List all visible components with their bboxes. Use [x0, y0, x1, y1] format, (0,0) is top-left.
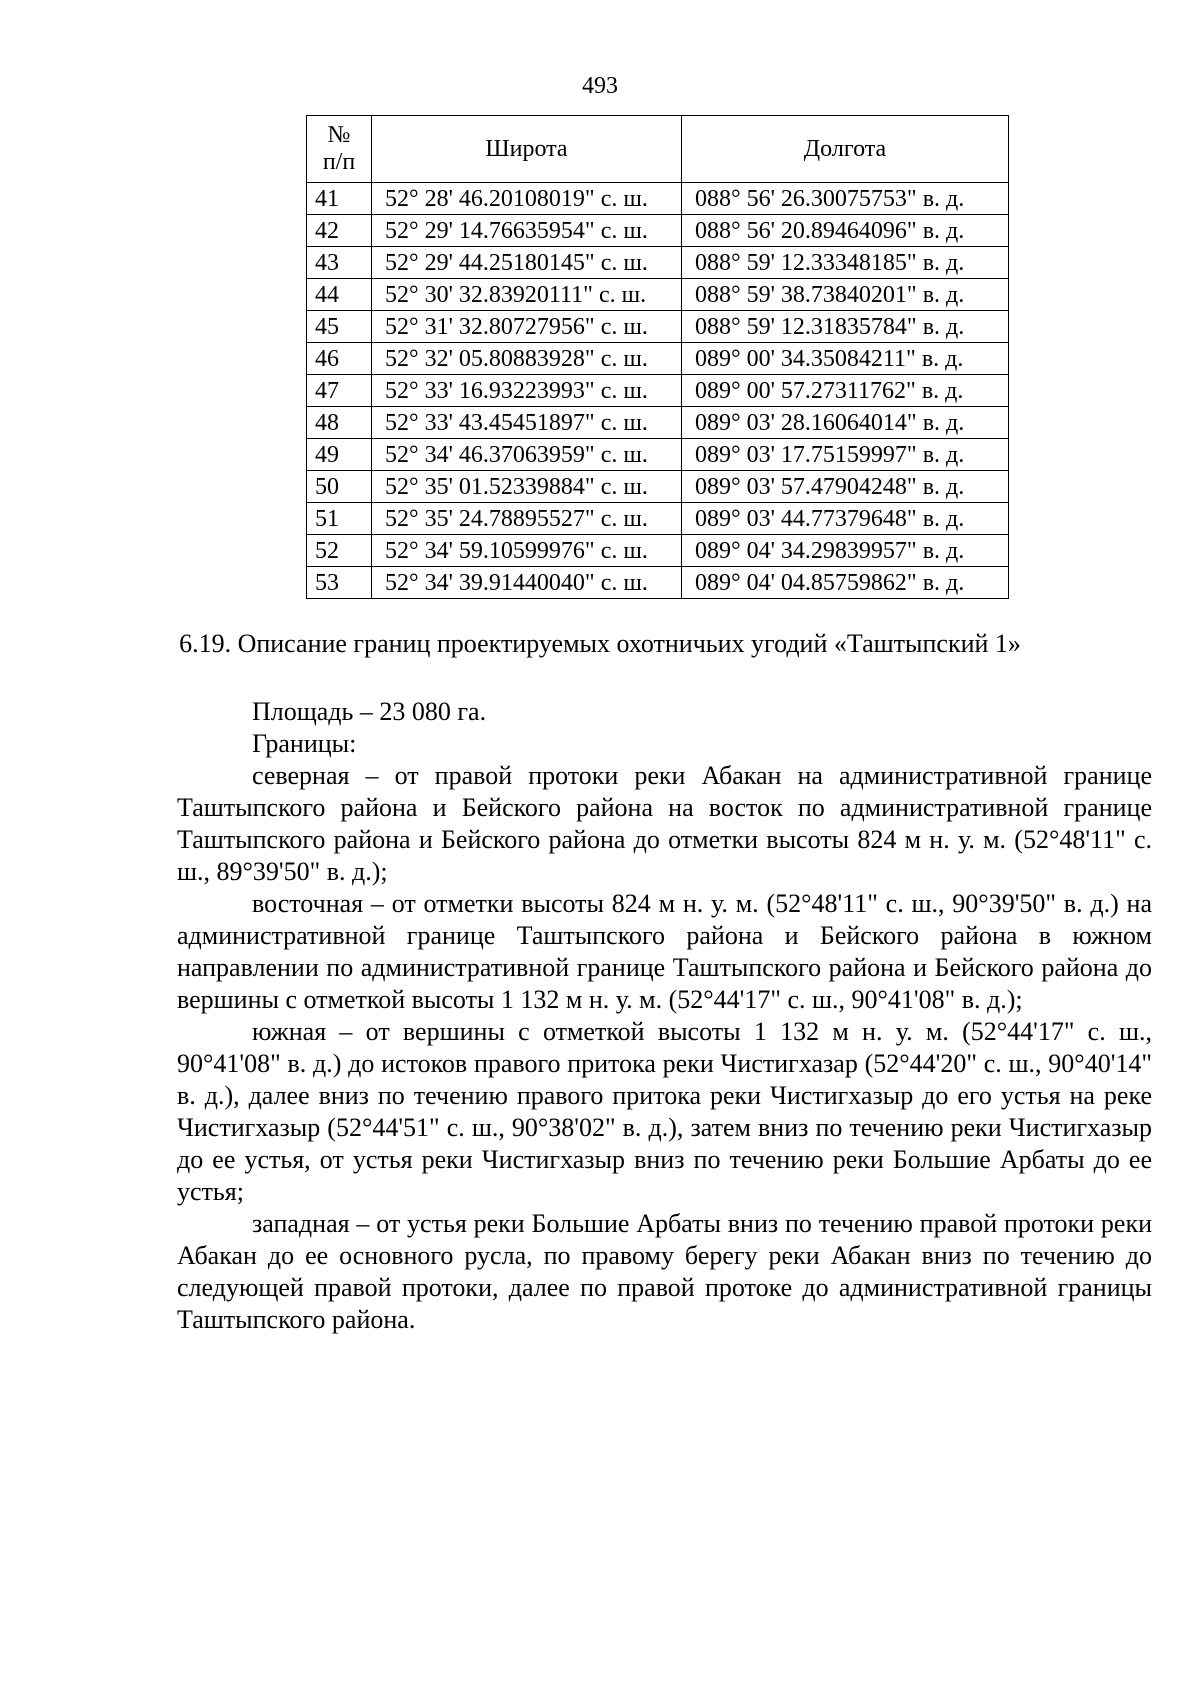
row-number: 52	[307, 535, 372, 567]
boundary-description	[177, 696, 1152, 1336]
header-longitude: Долгота	[682, 116, 1009, 183]
row-longitude: 089° 03' 28.16064014" в. д.	[682, 407, 1009, 439]
row-longitude: 089° 03' 44.77379648" в. д.	[682, 503, 1009, 535]
row-longitude: 089° 04' 34.29839957" в. д.	[682, 535, 1009, 567]
row-longitude: 088° 56' 20.89464096" в. д.	[682, 215, 1009, 247]
row-longitude: 088° 56' 26.30075753" в. д.	[682, 183, 1009, 215]
table-row	[307, 311, 1009, 343]
row-latitude: 52° 35' 24.78895527" с. ш.	[372, 503, 682, 535]
table-row	[307, 503, 1009, 535]
table-row	[307, 343, 1009, 375]
row-number: 41	[307, 183, 372, 215]
header-number-symbol: №	[327, 122, 351, 148]
header-number	[307, 116, 372, 183]
header-latitude: Широта	[372, 116, 682, 183]
row-latitude: 52° 29' 44.25180145" с. ш.	[372, 247, 682, 279]
row-number: 42	[307, 215, 372, 247]
row-longitude: 088° 59' 12.31835784" в. д.	[682, 311, 1009, 343]
row-number: 53	[307, 567, 372, 599]
row-number: 51	[307, 503, 372, 535]
western-border-paragraph: западная – от устья реки Большие Арбаты вниз по течению правой протоки реки Абакан до ее основного русла, по правому берегу реки Абакан вниз по течению до следующей правой протоки, далее по правой протоке до административной границы Таштыпского района.	[177, 1209, 1152, 1334]
borders-label: Границы:	[252, 729, 357, 758]
table-header-row	[307, 116, 1009, 183]
table-row	[307, 215, 1009, 247]
table-row	[307, 439, 1009, 471]
row-latitude: 52° 31' 32.80727956" с. ш.	[372, 311, 682, 343]
coordinates-table	[306, 115, 1009, 599]
table-row	[307, 279, 1009, 311]
row-latitude: 52° 29' 14.76635954" с. ш.	[372, 215, 682, 247]
table-row	[307, 471, 1009, 503]
header-number-abbr: п/п	[322, 149, 356, 175]
row-latitude: 52° 35' 01.52339884" с. ш.	[372, 471, 682, 503]
row-latitude: 52° 28' 46.20108019" с. ш.	[372, 183, 682, 215]
coordinates-table-body	[307, 183, 1009, 599]
row-latitude: 52° 34' 59.10599976" с. ш.	[372, 535, 682, 567]
row-number: 44	[307, 279, 372, 311]
row-latitude: 52° 33' 43.45451897" с. ш.	[372, 407, 682, 439]
area-paragraph: Площадь – 23 080 га.	[252, 697, 487, 726]
eastern-border-paragraph: восточная – от отметки высоты 824 м н. у. м. (52°48'11" с. ш., 90°39'50" в. д.) на административной границе Таштыпского района и Бейского района в южном направлении по административной границе Таштыпского района и Бейского района до вершины с отметкой высоты 1 132 м н. у. м. (52°44'17" с. ш., 90°41'08" в. д.);	[177, 889, 1152, 1014]
northern-border-paragraph: северная – от правой протоки реки Абакан на административной границе Таштыпского района и Бейского района на восток по административной границе Таштыпского района и Бейского района до отметки высоты 824 м н. у. м. (52°48'11" с. ш., 89°39'50" в. д.);	[177, 761, 1152, 886]
row-latitude: 52° 33' 16.93223993" с. ш.	[372, 375, 682, 407]
southern-border-paragraph: южная – от вершины с отметкой высоты 1 132 м н. у. м. (52°44'17" с. ш., 90°41'08" в. д.) до истоков правого притока реки Чистигхазар (52°44'20" с. ш., 90°40'14" в. д.), далее вниз по течению правого притока реки Чистигхазыр до его устья на реке Чистигхазыр (52°44'51" с. ш., 90°38'02" в. д.), затем вниз по течению реки Чистигхазыр до ее устья, от устья реки Чистигхазыр вниз по течению реки Большие Арбаты до ее устья;	[177, 1017, 1152, 1206]
row-number: 46	[307, 343, 372, 375]
table-row	[307, 567, 1009, 599]
row-number: 48	[307, 407, 372, 439]
table-row	[307, 375, 1009, 407]
row-longitude: 089° 00' 57.27311762" в. д.	[682, 375, 1009, 407]
row-longitude: 088° 59' 12.33348185" в. д.	[682, 247, 1009, 279]
table-row	[307, 183, 1009, 215]
row-number: 50	[307, 471, 372, 503]
row-longitude: 089° 03' 17.75159997" в. д.	[682, 439, 1009, 471]
row-longitude: 089° 00' 34.35084211" в. д.	[682, 343, 1009, 375]
row-number: 43	[307, 247, 372, 279]
row-longitude: 089° 03' 57.47904248" в. д.	[682, 471, 1009, 503]
row-longitude: 088° 59' 38.73840201" в. д.	[682, 279, 1009, 311]
row-longitude: 089° 04' 04.85759862" в. д.	[682, 567, 1009, 599]
row-number: 47	[307, 375, 372, 407]
page-number: 493	[582, 73, 618, 99]
row-latitude: 52° 34' 46.37063959" с. ш.	[372, 439, 682, 471]
table-row	[307, 247, 1009, 279]
row-latitude: 52° 34' 39.91440040" с. ш.	[372, 567, 682, 599]
table-row	[307, 407, 1009, 439]
row-latitude: 52° 32' 05.80883928" с. ш.	[372, 343, 682, 375]
section-title: 6.19. Описание границ проектируемых охотничьих угодий «Таштыпский 1»	[179, 629, 1021, 658]
table-row	[307, 535, 1009, 567]
row-latitude: 52° 30' 32.83920111" с. ш.	[372, 279, 682, 311]
row-number: 45	[307, 311, 372, 343]
row-number: 49	[307, 439, 372, 471]
